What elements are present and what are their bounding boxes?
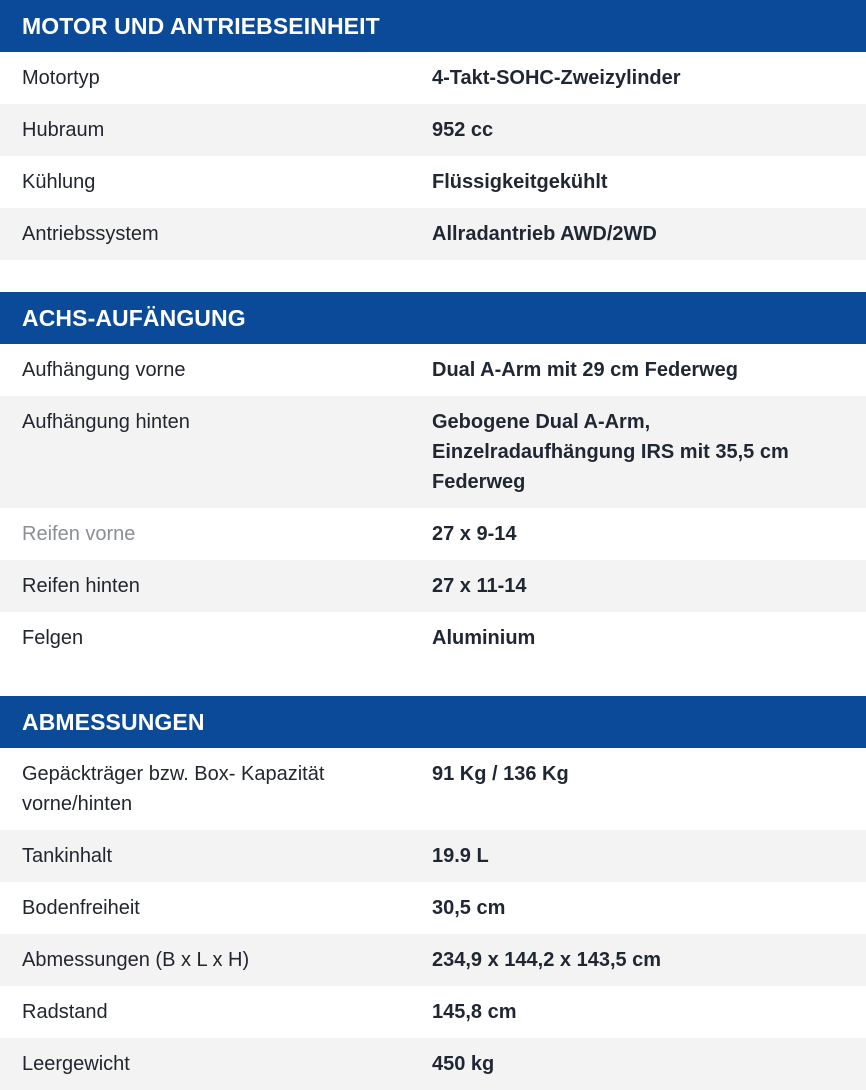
spec-row bbox=[0, 986, 866, 1038]
spec-value: 450 kg bbox=[432, 1053, 495, 1075]
spec-row bbox=[0, 748, 866, 830]
spec-label: Reifen hinten bbox=[22, 575, 140, 597]
spec-value: 4-Takt-SOHC-Zweizylinder bbox=[432, 67, 681, 89]
spec-row bbox=[0, 560, 866, 612]
spec-label: Kühlung bbox=[22, 171, 96, 193]
spec-section-achs bbox=[0, 292, 866, 664]
section-spacer bbox=[0, 260, 866, 292]
spec-label: Aufhängung hinten bbox=[22, 411, 190, 433]
spec-label: Motortyp bbox=[22, 67, 100, 89]
spec-value: 234,9 x 144,2 x 143,5 cm bbox=[432, 949, 662, 971]
section-title-abmessungen: ABMESSUNGEN bbox=[0, 696, 866, 748]
spec-label: Reifen vorne bbox=[22, 523, 136, 545]
spec-value: 91 Kg / 136 Kg bbox=[432, 763, 569, 785]
spec-value: 19.9 L bbox=[432, 845, 489, 867]
spec-value: 145,8 cm bbox=[432, 1001, 517, 1023]
spec-label: Hubraum bbox=[22, 119, 105, 141]
spec-row bbox=[0, 52, 866, 104]
spec-value: Aluminium bbox=[432, 627, 536, 649]
spec-row bbox=[0, 344, 866, 396]
spec-label: Tankinhalt bbox=[22, 845, 113, 867]
spec-row bbox=[0, 156, 866, 208]
spec-value: Flüssigkeitgekühlt bbox=[432, 171, 608, 193]
spec-row bbox=[0, 882, 866, 934]
spec-row bbox=[0, 104, 866, 156]
spec-label: Radstand bbox=[22, 1001, 108, 1023]
spec-row bbox=[0, 1038, 866, 1090]
spec-row bbox=[0, 208, 866, 260]
spec-value: Dual A-Arm mit 29 cm Federweg bbox=[432, 359, 739, 381]
spec-value: 30,5 cm bbox=[432, 897, 506, 919]
spec-value: Allradantrieb AWD/2WD bbox=[432, 223, 657, 245]
spec-label: Antriebssystem bbox=[22, 223, 159, 245]
spec-section-abmessungen bbox=[0, 696, 866, 1090]
spec-row bbox=[0, 934, 866, 986]
spec-row bbox=[0, 612, 866, 664]
spec-value: Gebogene Dual A-Arm, Einzelradaufhängung IRS mit 35,5 cm Federweg bbox=[432, 411, 789, 493]
spec-row bbox=[0, 830, 866, 882]
spec-value: 27 x 11-14 bbox=[432, 575, 527, 597]
spec-label: Leergewicht bbox=[22, 1053, 130, 1075]
section-title-motor: MOTOR UND ANTRIEBSEINHEIT bbox=[0, 0, 866, 52]
spec-value: 952 cc bbox=[432, 119, 494, 141]
spec-section-motor bbox=[0, 0, 866, 260]
spec-row bbox=[0, 508, 866, 560]
section-spacer bbox=[0, 664, 866, 696]
spec-label: Abmessungen (B x L x H) bbox=[22, 949, 250, 971]
spec-label: Bodenfreiheit bbox=[22, 897, 140, 919]
spec-label: Gepäckträger bzw. Box- Kapazität vorne/hinten bbox=[22, 763, 325, 815]
spec-value: 27 x 9-14 bbox=[432, 523, 517, 545]
spec-label: Felgen bbox=[22, 627, 84, 649]
section-title-achs: ACHS-AUFÄNGUNG bbox=[0, 292, 866, 344]
spec-label: Aufhängung vorne bbox=[22, 359, 186, 381]
spec-row bbox=[0, 396, 866, 508]
